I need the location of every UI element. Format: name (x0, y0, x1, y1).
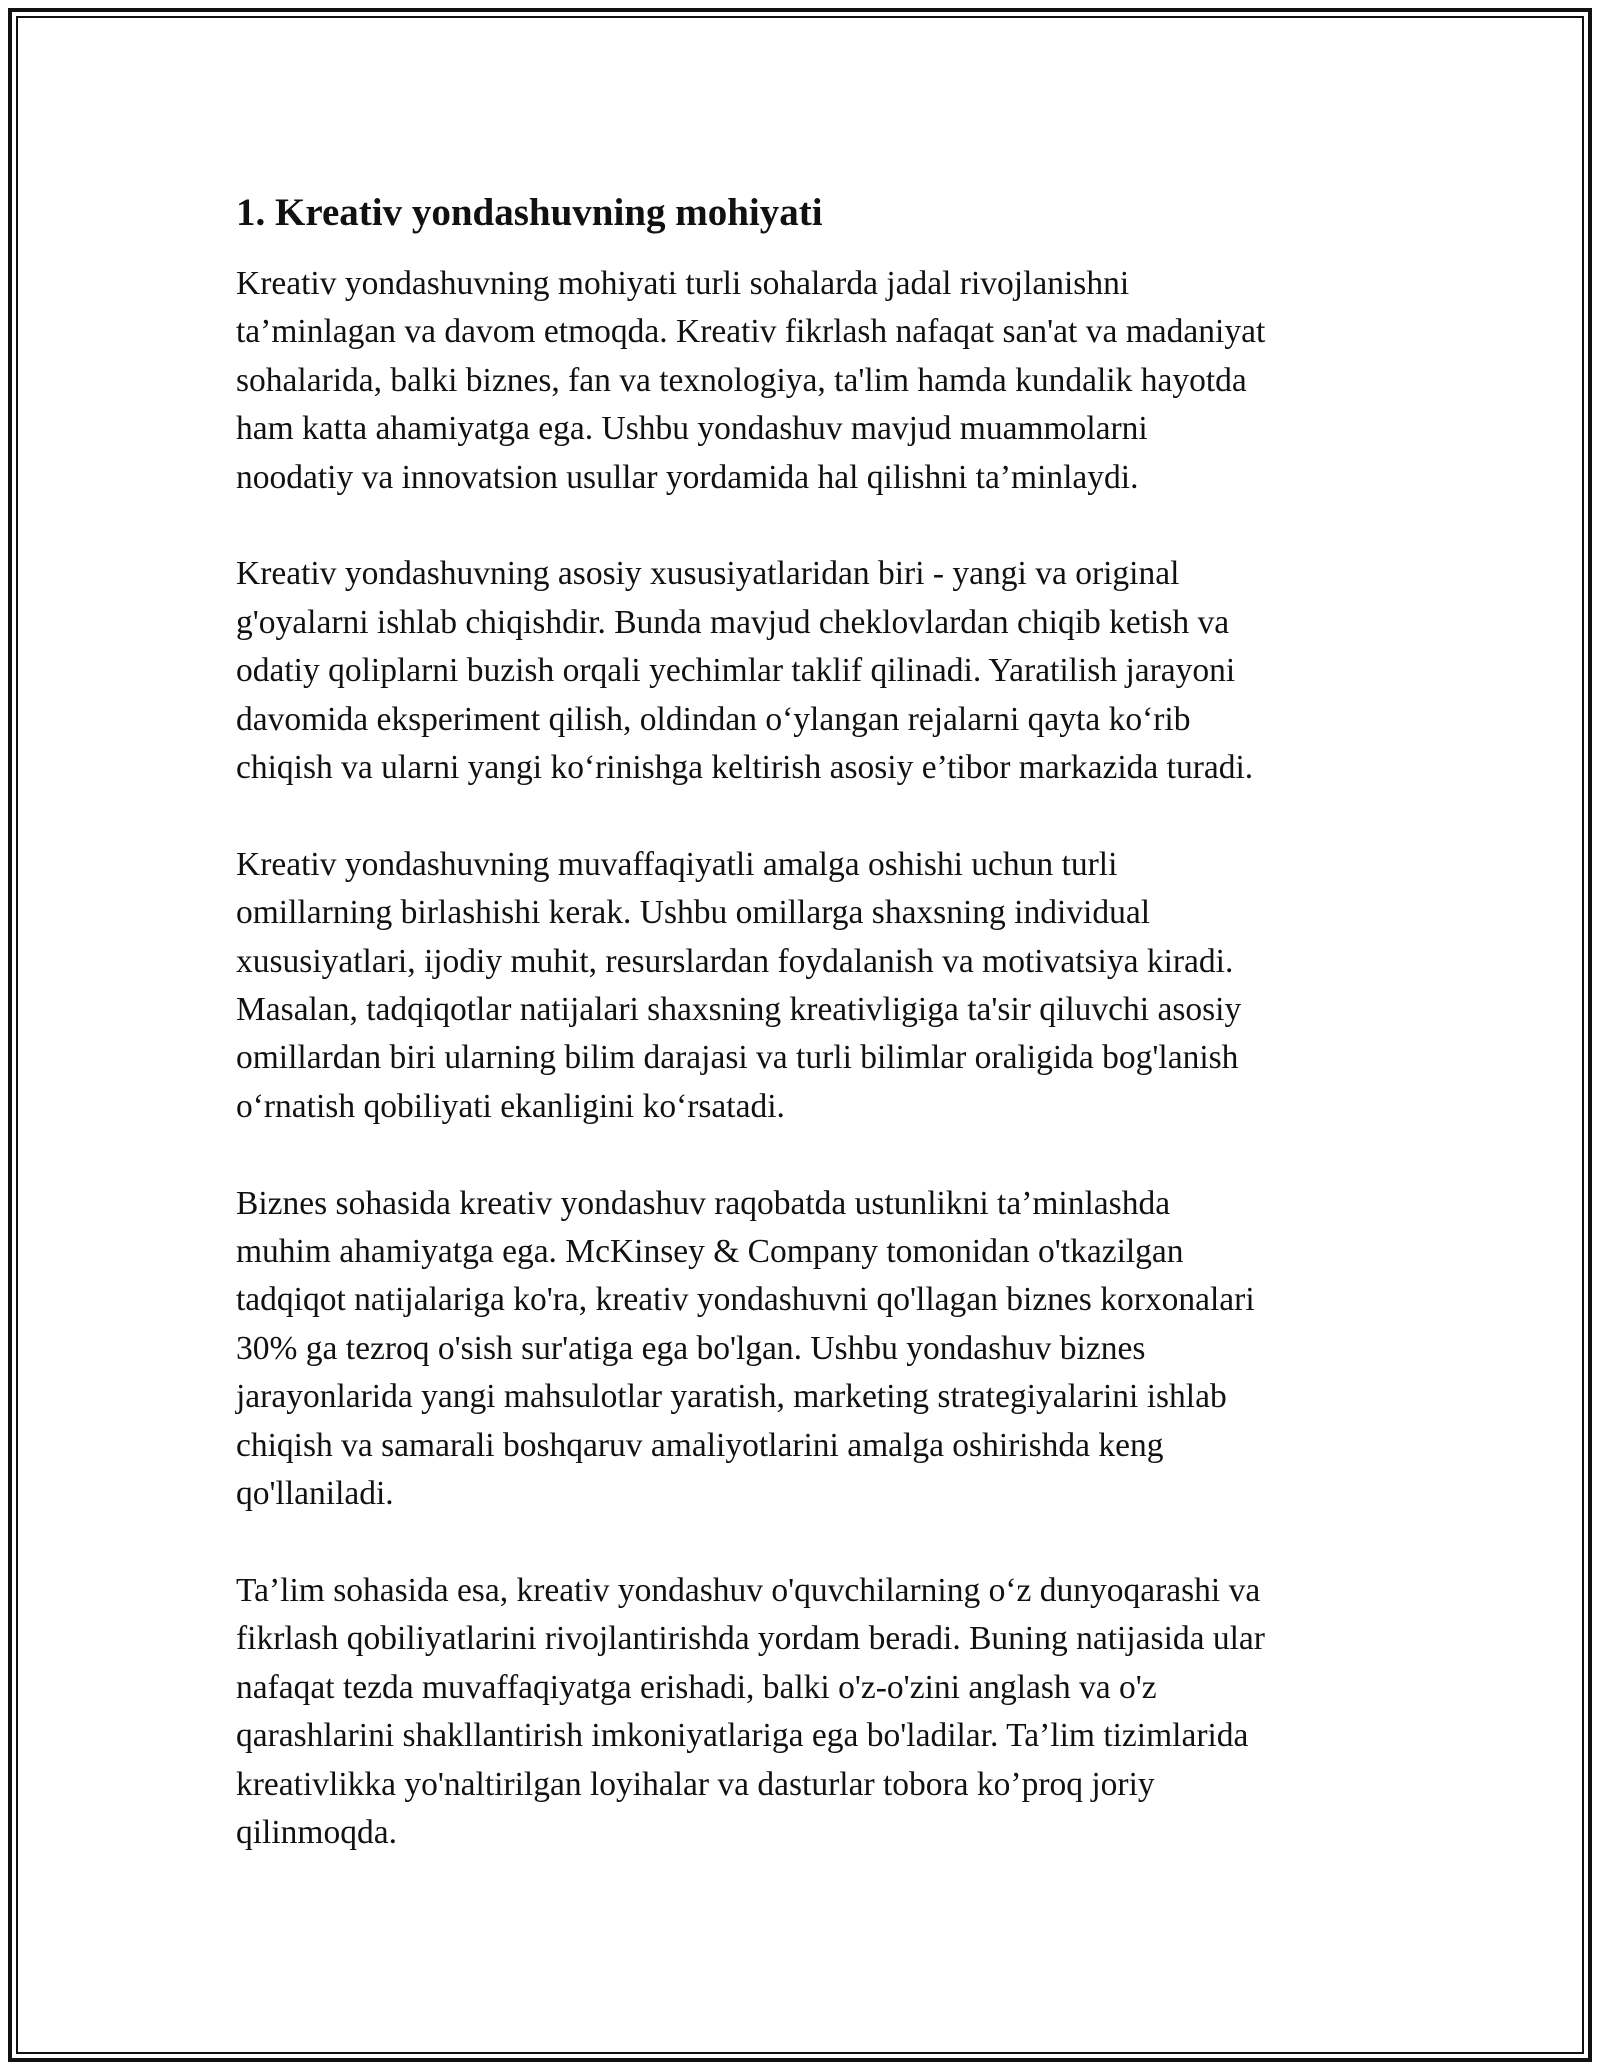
text-line: Masalan, tadqiqotlar natijalari shaxsning kreativligiga ta'sir qiluvchi asosiy (236, 991, 1242, 1029)
text-line: g'oyalarni ishlab chiqishdir. Bunda mavjud cheklovlardan chiqib ketish va (236, 603, 1230, 641)
text-line: chiqish va ularni yangi ko‘rinishga keltirish asosiy e’tibor markazida turadi. (236, 749, 1254, 787)
body-paragraph (236, 841, 1376, 1131)
text-line: chiqish va samarali boshqaruv amaliyotlarini amalga oshirishda keng (236, 1426, 1164, 1464)
text-line: Kreativ yondashuvning muvaffaqiyatli amalga oshishi uchun turli (236, 845, 1118, 883)
body-paragraph (236, 1180, 1376, 1519)
text-line: o‘rnatish qobiliyati ekanligini ko‘rsatadi. (236, 1087, 785, 1125)
document-body (236, 188, 1376, 1906)
text-line: odatiy qoliplarni buzish orqali yechimlar taklif qilinadi. Yaratilish jarayoni (236, 652, 1236, 690)
text-line: Ta’lim sohasida esa, kreativ yondashuv o'quvchilarning o‘z dunyoqarashi va (236, 1571, 1261, 1609)
section-title: 1. Kreativ yondashuvning mohiyati (236, 191, 823, 234)
body-paragraph (236, 1567, 1376, 1857)
text-line: muhim ahamiyatga ega. McKinsey & Company tomonidan o'tkazilgan (236, 1233, 1184, 1271)
text-line: omillarning birlashishi kerak. Ushbu omillarga shaxsning individual (236, 894, 1151, 932)
paragraph-list (236, 260, 1376, 1857)
text-line: kreativlikka yo'naltirilgan loyihalar va dasturlar tobora ko’proq joriy (236, 1765, 1155, 1803)
text-line: tadqiqot natijalariga ko'ra, kreativ yondashuvni qo'llagan biznes korxonalari (236, 1281, 1255, 1319)
text-line: xususiyatlari, ijodiy muhit, resurslardan foydalanish va motivatsiya kiradi. (236, 942, 1234, 980)
text-line: qarashlarini shakllantirish imkoniyatlariga ega bo'ladilar. Ta’lim tizimlarida (236, 1717, 1249, 1755)
text-line: Kreativ yondashuvning asosiy xususiyatlaridan biri - yangi va original (236, 555, 1180, 593)
text-line: davomida eksperiment qilish, oldindan o‘ylangan rejalarni qayta ko‘rib (236, 700, 1191, 738)
text-line: ham katta ahamiyatga ega. Ushbu yondashuv mavjud muammolarni (236, 410, 1148, 448)
body-paragraph (236, 260, 1376, 502)
text-line: qilinmoqda. (236, 1813, 397, 1851)
text-line: fikrlash qobiliyatlarini rivojlantirishda yordam beradi. Buning natijasida ular (236, 1620, 1265, 1658)
text-line: jarayonlarida yangi mahsulotlar yaratish, marketing strategiyalarini ishlab (236, 1378, 1227, 1416)
text-line: nafaqat tezda muvaffaqiyatga erishadi, balki o'z-o'zini anglash va o'z (236, 1668, 1157, 1706)
text-line: Kreativ yondashuvning mohiyati turli sohalarda jadal rivojlanishni (236, 265, 1130, 302)
text-line: qo'llaniladi. (236, 1475, 394, 1513)
text-line: ta’minlagan va davom etmoqda. Kreativ fikrlash nafaqat san'at va madaniyat (236, 313, 1266, 351)
body-paragraph (236, 550, 1376, 792)
text-line: omillardan biri ularning bilim darajasi va turli bilimlar oraligida bog'lanish (236, 1039, 1239, 1077)
text-line: 30% ga tezroq o'sish sur'atiga ega bo'lgan. Ushbu yondashuv biznes (236, 1329, 1146, 1367)
text-line: sohalarida, balki biznes, fan va texnologiya, ta'lim hamda kundalik hayotda (236, 361, 1247, 399)
text-line: Biznes sohasida kreativ yondashuv raqobatda ustunlikni ta’minlashda (236, 1184, 1171, 1222)
text-line: noodatiy va innovatsion usullar yordamida hal qilishni ta’minlaydi. (236, 458, 1139, 496)
